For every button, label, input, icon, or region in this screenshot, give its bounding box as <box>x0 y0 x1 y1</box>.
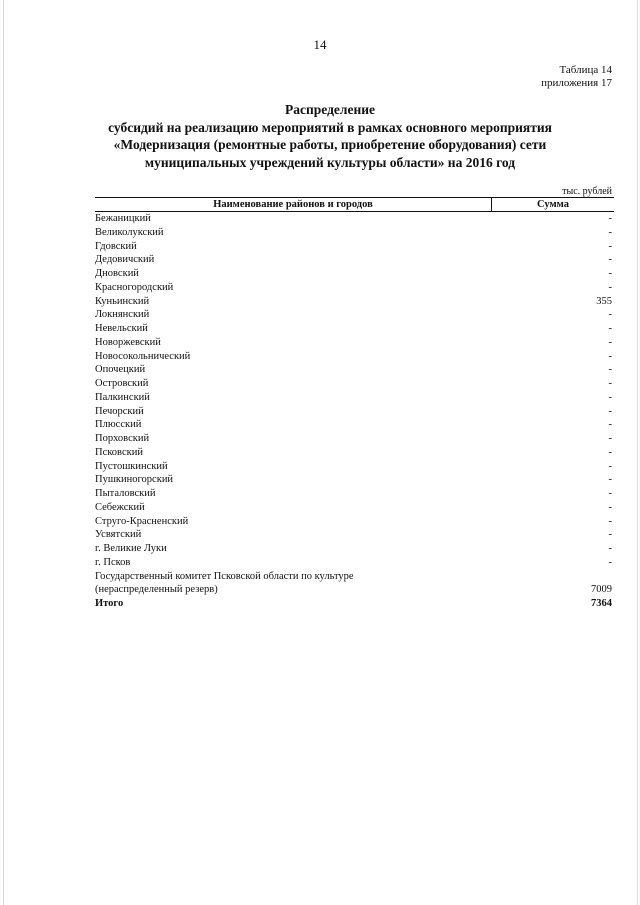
row-name: Красногородский <box>95 281 174 293</box>
row-value: - <box>608 364 612 376</box>
page-number: 14 <box>313 37 327 52</box>
total-label: Итого <box>95 598 124 609</box>
table-row <box>95 322 614 336</box>
row-name: Порховский <box>95 433 150 444</box>
table-row <box>95 570 614 584</box>
row-name: Палкинский <box>95 391 150 403</box>
table-row <box>95 487 614 501</box>
row-value: - <box>608 336 612 348</box>
row-name: Пушкиногорский <box>95 474 174 486</box>
row-value: - <box>608 474 612 486</box>
row-value: - <box>608 433 612 444</box>
title-line-2: субсидий на реализацию мероприятий в рамках основного мероприятия <box>108 119 552 135</box>
title-line-3: «Модернизация (ремонтные работы, приобретение оборудования) сети <box>113 137 547 152</box>
row-name: Локнянский <box>95 309 150 321</box>
row-value: - <box>608 350 612 362</box>
row-value: - <box>608 543 612 554</box>
row-value: - <box>608 460 612 472</box>
row-value: - <box>608 213 612 224</box>
total-row <box>95 597 614 611</box>
row-name: г. Великие Луки <box>95 543 167 554</box>
page-edge-right <box>637 0 638 905</box>
title-line-1: Распределение <box>284 102 376 117</box>
row-name: Струго-Красненский <box>95 515 189 527</box>
row-value: - <box>608 240 612 252</box>
table-row <box>95 528 614 542</box>
document-title <box>60 101 600 171</box>
row-name: Новоржевский <box>95 336 161 348</box>
table-row <box>95 446 614 460</box>
row-name: г. Псков <box>95 556 131 568</box>
table-body <box>95 212 614 611</box>
table-row <box>95 240 614 254</box>
row-value: - <box>608 309 612 321</box>
table-row <box>95 501 614 515</box>
distribution-table-container <box>95 197 614 611</box>
row-name: Бежаницкий <box>95 213 151 224</box>
row-value: - <box>608 405 612 417</box>
table-reference-line-2: приложения 17 <box>541 77 612 89</box>
row-value: - <box>608 226 612 238</box>
row-name: Себежский <box>95 501 145 513</box>
table-row <box>95 432 614 446</box>
row-value: - <box>608 378 612 389</box>
row-name: Гдовский <box>95 240 137 252</box>
row-name: Государственный комитет Псковской области по культуре <box>95 570 354 582</box>
row-value: - <box>608 529 612 541</box>
row-value: - <box>608 323 612 334</box>
header-sum: Сумма <box>492 198 615 212</box>
row-value: - <box>608 556 612 568</box>
table-row <box>95 295 614 309</box>
row-value: - <box>608 268 612 279</box>
row-name: Пыталовский <box>95 488 156 499</box>
table-row <box>95 212 614 226</box>
row-value: - <box>608 515 612 527</box>
title-line-4: муниципальных учреждений культуры области» на 2016 год <box>144 154 516 170</box>
table-row <box>95 556 614 570</box>
row-value: 7009 <box>591 584 612 596</box>
row-name: Невельский <box>95 323 148 334</box>
table-row <box>95 418 614 432</box>
row-name: Куньинский <box>95 295 150 307</box>
table-row <box>95 377 614 391</box>
table-row <box>95 350 614 364</box>
table-row <box>95 460 614 474</box>
table-row <box>95 336 614 350</box>
table-row <box>95 391 614 405</box>
table-row <box>95 308 614 322</box>
row-name: Печорский <box>95 405 144 417</box>
page-edge-left <box>3 0 4 905</box>
table-reference <box>541 64 612 90</box>
row-name: Усвятский <box>95 529 142 541</box>
units-label: тыс. рублей <box>562 186 612 197</box>
row-value: - <box>608 419 612 431</box>
table-row <box>95 405 614 419</box>
row-value: - <box>608 254 612 266</box>
row-name: Плюсский <box>95 419 142 431</box>
table-row <box>95 253 614 267</box>
row-name: Дновский <box>95 268 139 279</box>
row-name: Пустошкинский <box>95 460 168 472</box>
row-name: Псковский <box>95 446 143 458</box>
table-header-row <box>95 198 614 212</box>
total-value: 7364 <box>591 598 612 609</box>
row-name: Великолукский <box>95 226 164 238</box>
row-name: Дедовичский <box>95 254 155 266</box>
table-row <box>95 226 614 240</box>
header-name: Наименование районов и городов <box>95 198 492 212</box>
row-value: - <box>608 391 612 403</box>
row-value: - <box>608 488 612 499</box>
table-row <box>95 473 614 487</box>
table-row <box>95 515 614 529</box>
table-row <box>95 281 614 295</box>
table-row <box>95 267 614 281</box>
row-value: - <box>608 446 612 458</box>
row-value: 355 <box>596 295 612 307</box>
table-row <box>95 542 614 556</box>
row-name: Новосокольнический <box>95 350 191 362</box>
row-name: (нераспределенный резерв) <box>95 584 218 596</box>
row-name: Островский <box>95 378 149 389</box>
row-name: Опочецкий <box>95 364 146 376</box>
table-reference-line-1: Таблица 14 <box>559 64 612 76</box>
row-value: - <box>608 281 612 293</box>
table-row <box>95 583 614 597</box>
distribution-table <box>95 197 614 611</box>
row-value <box>492 570 615 584</box>
row-value: - <box>608 501 612 513</box>
table-row <box>95 363 614 377</box>
